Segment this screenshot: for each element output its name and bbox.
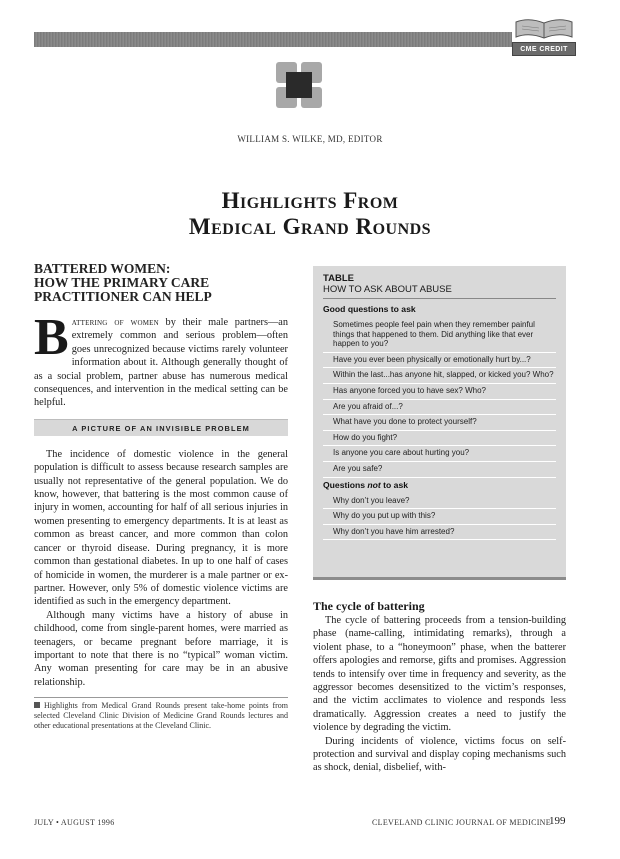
- left-column: [34, 262, 288, 731]
- heading-part: Questions: [323, 479, 368, 490]
- section-logo-icon: [274, 60, 324, 110]
- table-title: HOW TO ASK ABOUT ABUSE: [323, 284, 556, 299]
- bad-questions-list: [323, 494, 556, 541]
- subhead-banner: [34, 419, 288, 436]
- open-book-icon: [514, 17, 574, 41]
- heading-line: PRACTITIONER CAN HELP: [34, 289, 212, 304]
- question-item: Why do you put up with this?: [323, 509, 556, 525]
- cycle-heading: The cycle of battering: [313, 599, 425, 613]
- intro-paragraph: [34, 309, 288, 410]
- body-paragraph: Although many victims have a history of abuse in childhood, come from single-parent homes, were married as teenagers, or became pregnant before marriage, it is important to note that there is no “typical” woman victim. Any woman presenting for care may be in an abusive relationship.: [34, 609, 288, 688]
- page-title: [0, 188, 620, 240]
- body-paragraph: During incidents of violence, victims focus on self-protection and survival and display coping mechanisms such as shock, denial, disbelief, with-: [313, 735, 566, 774]
- question-item: Sometimes people feel pain when they remember painful things that happened to them. Did anything like that ever happen to you?: [323, 318, 556, 353]
- heading-emphasis: not: [367, 479, 381, 490]
- question-item: Why don’t you have him arrested?: [323, 525, 556, 541]
- question-item: Why don’t you leave?: [323, 494, 556, 510]
- abuse-questions-table: [313, 266, 566, 580]
- title-line: Highlights From: [221, 188, 399, 213]
- bad-questions-heading: [323, 480, 556, 491]
- drop-cap: B: [34, 309, 69, 366]
- question-item: What have you done to protect yourself?: [323, 415, 556, 431]
- question-item: Are you safe?: [323, 462, 556, 478]
- good-questions-heading: Good questions to ask: [323, 304, 416, 314]
- footnote: [34, 697, 288, 731]
- question-item: Within the last...has anyone hit, slapped, or kicked you? Who?: [323, 368, 556, 384]
- cme-credit-badge: [510, 17, 578, 61]
- body-paragraph: The cycle of battering proceeds from a tension-building phase (name-calling, intimidating remarks), through a violent phase, to a “honeymoon” phase, when the batterer offers apologies and remorse, gifts and promises. Aggression tends to intensify over time in frequency and severity, as the aggressor becomes desensitized to the victim’s responses, and the victim acclimates to violence and responds less dramatically. Aggression creates a need to justify the violence by degrading the victim.: [313, 615, 566, 734]
- footer-journal: CLEVELAND CLINIC JOURNAL OF MEDICINE: [372, 818, 551, 827]
- title-line: Medical Grand Rounds: [188, 214, 432, 239]
- cme-credit-label: CME CREDIT: [512, 42, 576, 56]
- header-bar: [34, 32, 512, 47]
- subhead-text: A PICTURE OF AN INVISIBLE PROBLEM: [72, 423, 250, 433]
- heading-part: to ask: [380, 479, 409, 490]
- question-item: Have you ever been physically or emotionally hurt by...?: [323, 353, 556, 369]
- square-bullet-icon: [34, 702, 40, 708]
- body-paragraph: The incidence of domestic violence in the general population is difficult to assess because research samples are usually not representative of the general population. We do know, however, that battering is the most common cause of injury in women, accounting for half of all serious injuries in women presenting to emergency departments. It is at least as common as breast cancer, and more common than colon cancer or thyroid disease. During pregnancy, it is more common than gestational diabetes. In up to one half of cases of homicide in women, the murderer is a male partner or ex-partner. However, only 5% of domestic violence victims are identified as such in the emergency department.: [34, 448, 288, 608]
- footer-date: JULY • AUGUST 1996: [34, 818, 115, 827]
- question-item: Has anyone forced you to have sex? Who?: [323, 384, 556, 400]
- question-item: Are you afraid of...?: [323, 400, 556, 416]
- intro-text: by their male partners—an extremely common and serious problem—often goes unrecognized because victims rarely volunteer information about it. Although generally thought of as a social problem, partner abuse has numerous medical consequences, and intervention in the medical setting can be helpful.: [34, 317, 288, 409]
- page-number: 199: [549, 815, 566, 827]
- question-item: How do you fight?: [323, 431, 556, 447]
- table-label: TABLE: [323, 273, 354, 284]
- intro-small-caps: attering of women: [71, 317, 159, 328]
- heading-line: BATTERED WOMEN:: [34, 261, 171, 276]
- good-questions-list: [323, 318, 556, 478]
- editor-credit: WILLIAM S. WILKE, MD, EDITOR: [237, 134, 383, 144]
- question-item: Is anyone you care about hurting you?: [323, 446, 556, 462]
- right-column: [313, 599, 566, 775]
- section-heading: [34, 262, 288, 304]
- footnote-text: Highlights from Medical Grand Rounds present take-home points from selected Cleveland Clinic Division of Medicine Grand Rounds lectures and other educational presentations at the Cleveland Clinic.: [34, 701, 288, 731]
- heading-line: HOW THE PRIMARY CARE: [34, 275, 210, 290]
